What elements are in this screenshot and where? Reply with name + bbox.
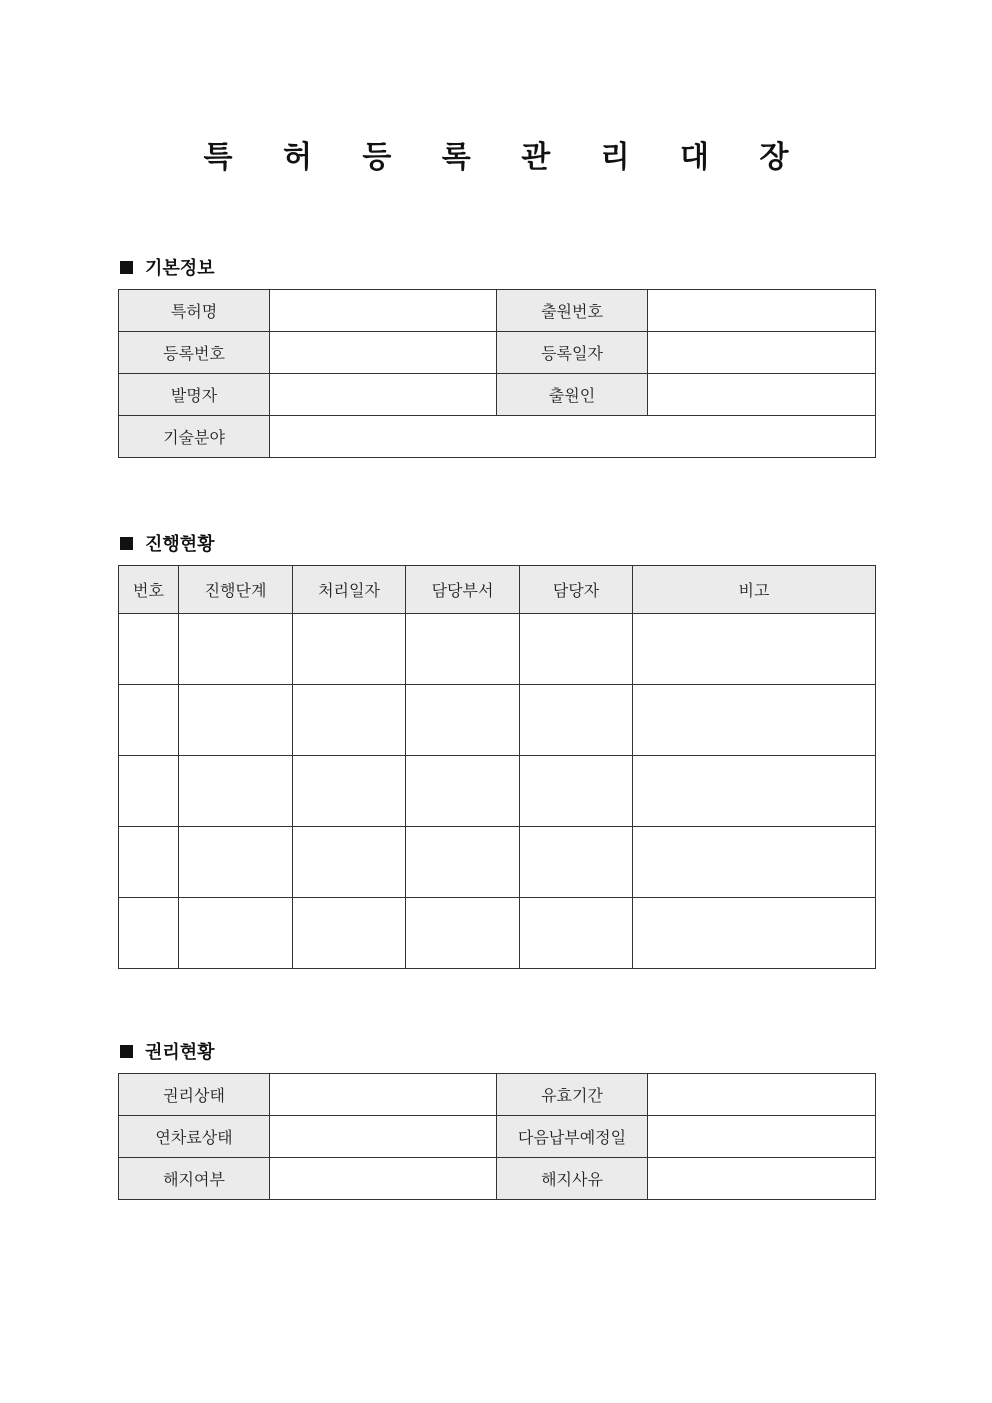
termination-reason-field[interactable] — [648, 1158, 876, 1200]
label-cell: 출원인 — [497, 374, 648, 416]
table-cell[interactable] — [406, 756, 520, 827]
registration-date-field[interactable] — [648, 332, 876, 374]
table-row — [119, 332, 876, 374]
column-header-process-date: 처리일자 — [293, 566, 406, 614]
column-header-stage: 진행단계 — [179, 566, 293, 614]
validity-period-field[interactable] — [648, 1074, 876, 1116]
basic-info-table — [118, 289, 876, 458]
table-row — [119, 1074, 876, 1116]
label-cell: 기술분야 — [119, 416, 270, 458]
section-heading-label: 기본정보 — [145, 258, 215, 279]
applicant-field[interactable] — [648, 374, 876, 416]
table-cell[interactable] — [179, 898, 293, 969]
rights-table — [118, 1073, 876, 1200]
table-row — [119, 290, 876, 332]
table-cell[interactable] — [633, 685, 876, 756]
column-header-department: 담당부서 — [406, 566, 520, 614]
progress-table — [118, 565, 876, 969]
section-heading-rights — [120, 1038, 215, 1064]
table-cell[interactable] — [179, 685, 293, 756]
table-cell[interactable] — [520, 827, 633, 898]
annuity-status-field[interactable] — [270, 1116, 497, 1158]
table-cell[interactable] — [406, 827, 520, 898]
rights-status-field[interactable] — [270, 1074, 497, 1116]
column-header-person: 담당자 — [520, 566, 633, 614]
square-bullet-icon — [120, 537, 133, 550]
label-cell: 등록번호 — [119, 332, 270, 374]
page-title: 특 허 등 록 관 리 대 장 — [203, 140, 809, 175]
label-cell: 특허명 — [119, 290, 270, 332]
table-cell[interactable] — [119, 614, 179, 685]
table-row — [119, 614, 876, 685]
patent-name-field[interactable] — [270, 290, 497, 332]
table-cell[interactable] — [633, 614, 876, 685]
table-cell[interactable] — [119, 827, 179, 898]
label-cell: 발명자 — [119, 374, 270, 416]
label-cell: 해지사유 — [497, 1158, 648, 1200]
table-row — [119, 1116, 876, 1158]
section-heading-basic-info — [120, 254, 215, 280]
table-cell[interactable] — [179, 756, 293, 827]
table-row — [119, 756, 876, 827]
label-cell: 유효기간 — [497, 1074, 648, 1116]
next-payment-date-field[interactable] — [648, 1116, 876, 1158]
table-row — [119, 374, 876, 416]
section-heading-progress — [120, 530, 215, 556]
technology-field-input[interactable] — [270, 416, 876, 458]
section-heading-label: 권리현황 — [145, 1042, 215, 1063]
label-cell: 해지여부 — [119, 1158, 270, 1200]
table-cell[interactable] — [293, 827, 406, 898]
column-header-number: 번호 — [119, 566, 179, 614]
table-cell[interactable] — [406, 898, 520, 969]
section-heading-label: 진행현황 — [145, 534, 215, 555]
table-cell[interactable] — [520, 685, 633, 756]
table-cell[interactable] — [520, 898, 633, 969]
application-number-field[interactable] — [648, 290, 876, 332]
table-cell[interactable] — [633, 827, 876, 898]
label-cell: 다음납부예정일 — [497, 1116, 648, 1158]
table-cell[interactable] — [119, 685, 179, 756]
table-cell[interactable] — [179, 827, 293, 898]
termination-field[interactable] — [270, 1158, 497, 1200]
label-cell: 권리상태 — [119, 1074, 270, 1116]
square-bullet-icon — [120, 261, 133, 274]
table-cell[interactable] — [293, 614, 406, 685]
column-header-remarks: 비고 — [633, 566, 876, 614]
table-cell[interactable] — [119, 756, 179, 827]
label-cell: 등록일자 — [497, 332, 648, 374]
table-cell[interactable] — [293, 685, 406, 756]
table-row — [119, 685, 876, 756]
table-row — [119, 416, 876, 458]
registration-number-field[interactable] — [270, 332, 497, 374]
table-cell[interactable] — [406, 614, 520, 685]
table-row — [119, 827, 876, 898]
table-header-row — [119, 566, 876, 614]
table-cell[interactable] — [633, 898, 876, 969]
label-cell: 출원번호 — [497, 290, 648, 332]
table-row — [119, 1158, 876, 1200]
table-cell[interactable] — [179, 614, 293, 685]
table-cell[interactable] — [119, 898, 179, 969]
inventor-field[interactable] — [270, 374, 497, 416]
table-row — [119, 898, 876, 969]
table-cell[interactable] — [520, 614, 633, 685]
table-cell[interactable] — [633, 756, 876, 827]
square-bullet-icon — [120, 1045, 133, 1058]
table-cell[interactable] — [406, 685, 520, 756]
table-cell[interactable] — [520, 756, 633, 827]
table-cell[interactable] — [293, 898, 406, 969]
table-cell[interactable] — [293, 756, 406, 827]
label-cell: 연차료상태 — [119, 1116, 270, 1158]
